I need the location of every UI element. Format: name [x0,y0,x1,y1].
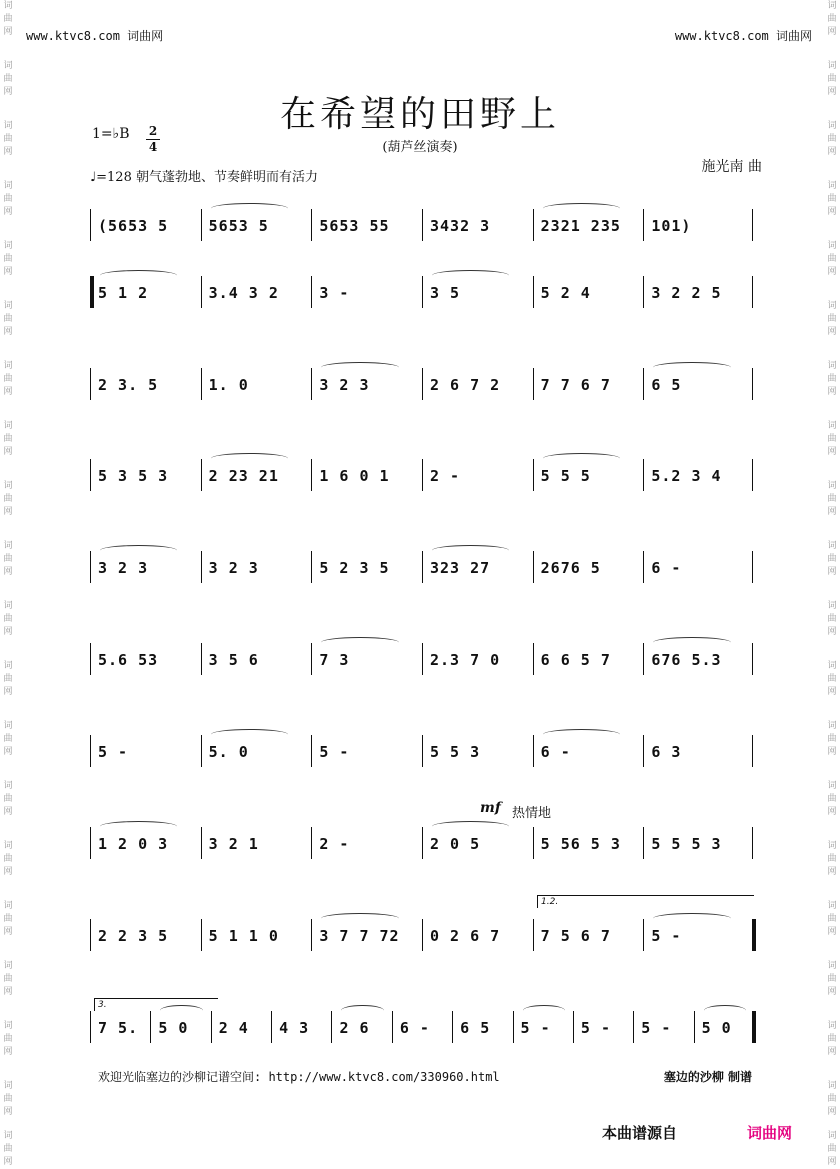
measure-notes: 6 - [399,1019,430,1037]
bar-line [211,1011,212,1043]
bar-line [643,276,644,308]
measure-notes: 5 - [641,1019,672,1037]
bar-line [311,643,312,675]
bar-line [201,735,202,767]
bar-line [422,459,423,491]
measure-notes: 1 6 0 1 [319,467,390,485]
expression-text: 热情地 [512,806,552,821]
watermark-glyph: 词 曲 网 [3,661,13,697]
source-label: 本曲谱源自 [602,1124,678,1142]
bar-line [201,276,202,308]
watermark-glyph: 词 曲 网 [827,181,837,217]
measure-notes: 3 - [319,284,350,302]
bar-line [533,276,534,308]
measure-notes: 6 - [540,743,571,761]
watermark-glyph: 词 曲 网 [3,181,13,217]
slur [211,453,288,464]
score-row [90,651,754,685]
bar-line [643,827,644,859]
bar-line [201,643,202,675]
bar-line [643,919,644,951]
watermark-glyph: 词 曲 网 [3,901,13,937]
measure-notes: 5 5 3 [430,743,481,761]
bar-line [422,919,423,951]
bar-line [271,1011,272,1043]
time-signature [146,124,160,155]
volta-first-ending: 1.2. [537,895,754,908]
measure-notes: 5 - [580,1019,611,1037]
measure-notes: 3 2 2 5 [651,284,722,302]
bar-line [422,551,423,583]
watermark-glyph: 词 曲 网 [827,361,837,397]
bar-line [90,209,91,241]
measure-notes: 5 - [319,743,350,761]
bar-line [90,643,91,675]
watermark-glyph: 词 曲 网 [827,661,837,697]
score-row [90,217,754,251]
measure-notes: 5 2 3 5 [319,559,390,577]
watermark-glyph: 词 曲 网 [827,901,837,937]
bar-line [150,1011,151,1043]
measure-notes: 5.6 53 [98,651,159,669]
watermark-glyph: 词 曲 网 [3,1081,13,1117]
measure-notes: 3 7 7 72 [319,927,400,945]
slur [653,913,730,924]
bar-line [311,209,312,241]
slur [321,362,398,373]
score-row [90,1019,754,1053]
bar-line [311,368,312,400]
slur [543,203,620,214]
slur [341,1005,383,1016]
meter-bottom: 4 [148,140,158,154]
slur [321,637,398,648]
dynamic-mark: mf [480,800,501,816]
bar-line-end [752,1011,756,1043]
bar-line [452,1011,453,1043]
measure-notes: 3 2 3 [319,376,370,394]
bar-line-end [752,209,753,241]
measure-notes: 5 56 5 3 [540,835,621,853]
bar-line [311,827,312,859]
measure-notes: 5 - [651,927,682,945]
bar-line [533,827,534,859]
measure-notes: 2 - [319,835,350,853]
score-row [90,835,754,869]
watermark-glyph: 词 曲 网 [3,301,13,337]
bar-line-end [752,919,756,951]
watermark-glyph: 词 曲 网 [827,301,837,337]
measure-notes: 2 4 [218,1019,249,1037]
bar-line [90,827,91,859]
watermark-glyph: 词 曲 网 [3,61,13,97]
measure-notes: 101) [651,217,692,235]
key-signature: 1=♭B [92,126,130,142]
measure-notes: 2 2 3 5 [98,927,169,945]
measure-notes: (5653 5 [98,217,169,235]
watermark-glyph: 词 曲 网 [3,721,13,757]
slur [100,545,177,556]
slur [432,821,509,832]
bar-line-end [752,459,753,491]
score-row [90,376,754,410]
bar-line [201,551,202,583]
slur [321,913,398,924]
measure-notes: 2.3 7 0 [430,651,501,669]
watermark-glyph: 词 曲 网 [827,781,837,817]
measure-notes: 5 3 5 3 [98,467,169,485]
bar-line [201,368,202,400]
bar-line-end [752,368,753,400]
bar-line [90,735,91,767]
measure-notes: 6 5 [651,376,682,394]
bar-line-end [752,551,753,583]
watermark-glyph: 词 曲 网 [3,121,13,157]
bar-line [533,919,534,951]
slur [523,1005,565,1016]
bar-line [513,1011,514,1043]
bar-line [643,643,644,675]
bar-line [643,735,644,767]
meter-top: 2 [146,124,160,140]
bar-line [643,459,644,491]
slur [704,1005,746,1016]
bar-line [90,459,91,491]
watermark-glyph: 词 曲 网 [3,421,13,457]
slur [653,637,730,648]
bar-line-end [752,827,753,859]
score-row [90,927,754,961]
bar-line [311,276,312,308]
measure-notes: 3 5 6 [208,651,259,669]
measure-notes: 2 23 21 [208,467,279,485]
bar-line [90,276,94,308]
bar-line [422,735,423,767]
bar-line [90,1011,91,1043]
bar-line [311,735,312,767]
song-title: 在希望的田野上 [279,94,560,135]
score-row [90,284,754,318]
bar-line [311,459,312,491]
bar-line [201,459,202,491]
watermark-glyph: 词 曲 网 [3,781,13,817]
bar-line [90,551,91,583]
bar-line [422,209,423,241]
watermark-glyph: 词 曲 网 [827,121,837,157]
watermark-glyph: 词 曲 网 [3,1131,13,1167]
site-link-left[interactable]: www.ktvc8.com 词曲网 [26,29,164,43]
measure-notes: 6 5 [460,1019,491,1037]
composer: 施光南 曲 [701,159,762,175]
bar-line [643,368,644,400]
bar-line [533,551,534,583]
watermark-glyph: 词 曲 网 [3,961,13,997]
bar-line [643,551,644,583]
watermark-glyph: 词 曲 网 [827,541,837,577]
watermark-glyph: 词 曲 网 [3,1021,13,1057]
bar-line [90,919,91,951]
measure-notes: 5 5 5 [540,467,591,485]
measure-notes: 2 3. 5 [98,376,159,394]
watermark-glyph: 词 曲 网 [3,841,13,877]
slur [100,270,177,281]
measure-notes: 3432 3 [430,217,491,235]
measure-notes: 3 5 [430,284,461,302]
watermark-glyph: 词 曲 网 [3,481,13,517]
measure-notes: 6 3 [651,743,682,761]
slur [432,545,509,556]
bar-line-end [752,276,753,308]
slur [160,1005,202,1016]
bar-line [533,209,534,241]
measure-notes: 0 2 6 7 [430,927,501,945]
slur [543,453,620,464]
bar-line [533,368,534,400]
bar-line-end [752,735,753,767]
watermark-glyph: 词 曲 网 [3,241,13,277]
watermark-glyph: 词 曲 网 [827,1081,837,1117]
slur [211,729,288,740]
site-link-right[interactable]: www.ktvc8.com 词曲网 [674,29,812,43]
bar-line [422,368,423,400]
bar-line [422,643,423,675]
bar-line [533,643,534,675]
measure-notes: 5 1 2 [98,284,149,302]
measure-notes: 5. 0 [208,743,249,761]
watermark-glyph: 词 曲 网 [3,601,13,637]
measure-notes: 1 2 0 3 [98,835,169,853]
score-row [90,743,754,777]
slur [653,362,730,373]
measure-notes: 5 1 1 0 [208,927,279,945]
bar-line [694,1011,695,1043]
measure-notes: 1. 0 [208,376,249,394]
bar-line [533,459,534,491]
tempo-marking: ♩=128 朝气蓬勃地、节奏鲜明而有活力 [90,170,318,185]
watermark-glyph: 词 曲 网 [827,481,837,517]
bar-line [331,1011,332,1043]
measure-notes: 2 6 [339,1019,370,1037]
watermark-glyph: 词 曲 网 [827,1021,837,1057]
measure-notes: 3.4 3 2 [208,284,279,302]
measure-notes: 323 27 [430,559,491,577]
measure-notes: 5 5 5 3 [651,835,722,853]
measure-notes: 5653 5 [208,217,269,235]
measure-notes: 7 7 6 7 [540,376,611,394]
measure-notes: 5.2 3 4 [651,467,722,485]
bar-line [90,368,91,400]
watermark-glyph: 词 曲 网 [827,1131,837,1167]
measure-notes: 2 0 5 [430,835,481,853]
watermark-glyph: 词 曲 网 [827,961,837,997]
bar-line [201,919,202,951]
slur [211,203,288,214]
bar-line [311,551,312,583]
measure-notes: 3 2 1 [208,835,259,853]
measure-notes: 6 6 5 7 [540,651,611,669]
watermark-glyph: 词 曲 网 [3,361,13,397]
measure-notes: 2 6 7 2 [430,376,501,394]
bar-line [201,827,202,859]
slur [543,729,620,740]
watermark-glyph: 词 曲 网 [827,1,837,37]
measure-notes: 5653 55 [319,217,390,235]
watermark-glyph: 词 曲 网 [3,1,13,37]
score-row [90,559,754,593]
bar-line [573,1011,574,1043]
volta-third-ending: 3. [94,998,218,1011]
measure-notes: 7 3 [319,651,350,669]
bar-line [311,919,312,951]
measure-notes: 4 3 [279,1019,310,1037]
watermark-glyph: 词 曲 网 [827,421,837,457]
measure-notes: 5 - [98,743,129,761]
score-row [90,467,754,501]
bar-line [533,735,534,767]
watermark-glyph: 词 曲 网 [3,541,13,577]
measure-notes: 7 5. [98,1019,139,1037]
watermark-glyph: 词 曲 网 [827,721,837,757]
measure-notes: 2321 235 [540,217,621,235]
measure-notes: 676 5.3 [651,651,722,669]
watermark-glyph: 词 曲 网 [827,601,837,637]
watermark-glyph: 词 曲 网 [827,241,837,277]
watermark-glyph: 词 曲 网 [827,841,837,877]
measure-notes: 6 - [651,559,682,577]
measure-notes: 5 2 4 [540,284,591,302]
bar-line-end [752,643,753,675]
slur [432,270,509,281]
measure-notes: 7 5 6 7 [540,927,611,945]
footer-welcome[interactable]: 欢迎光临塞边的沙柳记谱空间: http://www.ktvc8.com/330960.html [98,1070,500,1084]
watermark-glyph: 词 曲 网 [827,61,837,97]
bar-line [643,209,644,241]
slur [100,821,177,832]
bar-line [633,1011,634,1043]
bar-line [422,827,423,859]
measure-notes: 5 - [520,1019,551,1037]
measure-notes: 3 2 3 [208,559,259,577]
measure-notes: 2676 5 [540,559,601,577]
measure-notes: 5 0 [701,1019,732,1037]
brand-logo[interactable]: 词曲网 [747,1124,793,1142]
footer-maker: 塞边的沙柳 制谱 [663,1070,752,1084]
bar-line [422,276,423,308]
bar-line [201,209,202,241]
measure-notes: 5 0 [158,1019,189,1037]
measure-notes: 2 - [430,467,461,485]
measure-notes: 3 2 3 [98,559,149,577]
song-subtitle: (葫芦丝演奏) [382,140,458,155]
bar-line [392,1011,393,1043]
